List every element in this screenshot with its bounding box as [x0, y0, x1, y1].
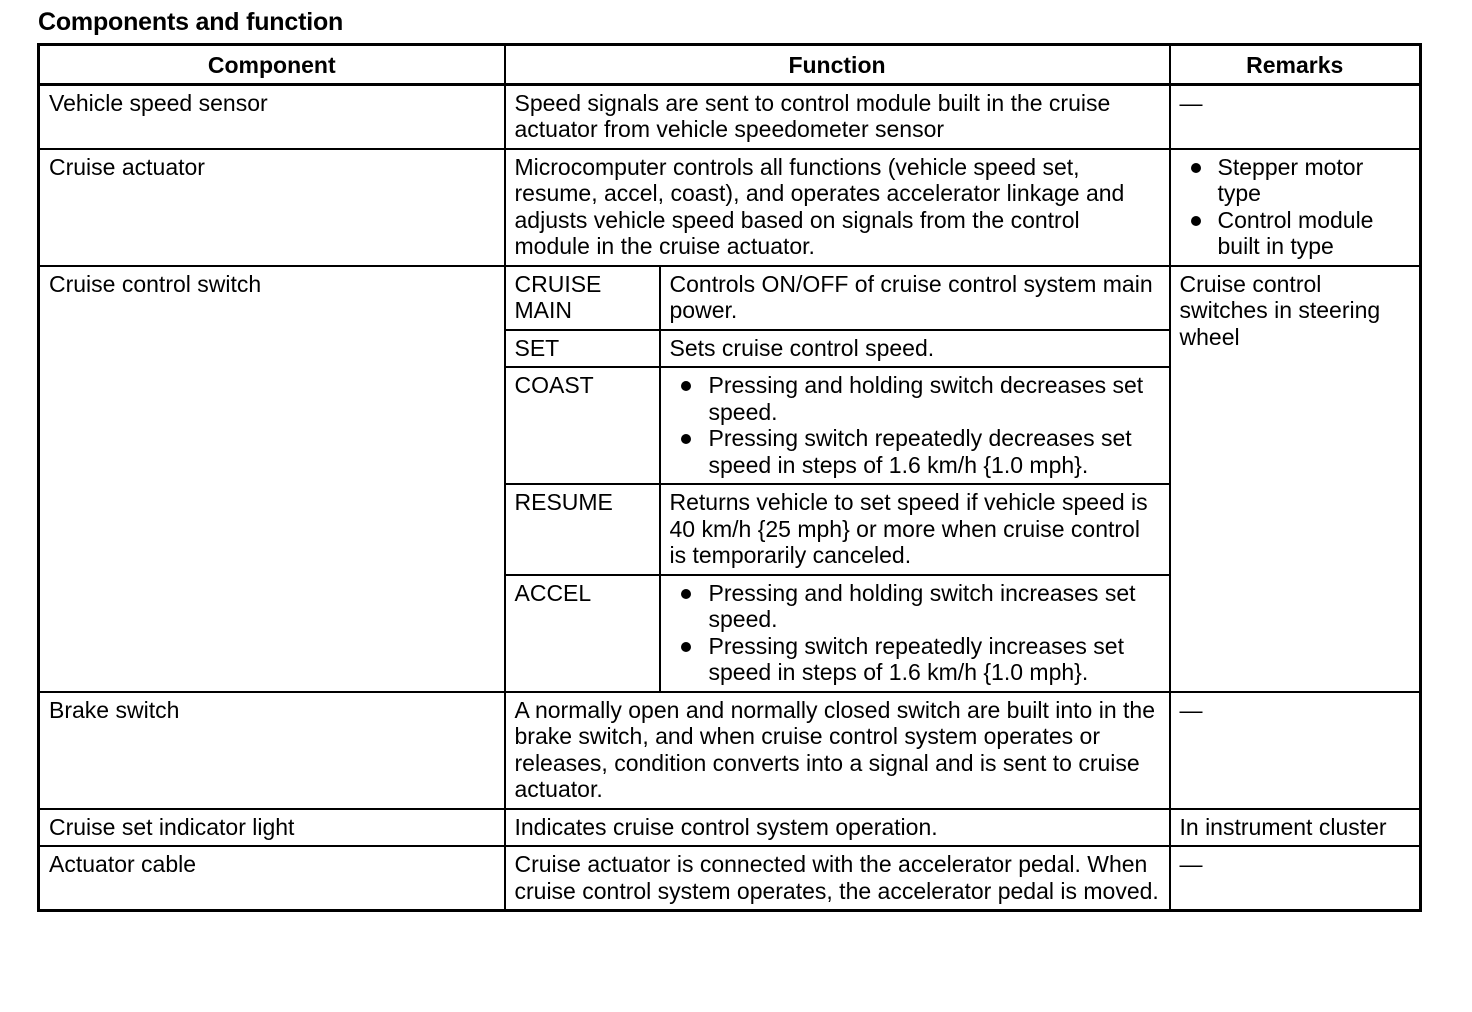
- component-cell: Cruise control switch: [39, 266, 505, 692]
- table-row: [39, 809, 1421, 847]
- components-table: [37, 43, 1422, 912]
- bullet-list: [670, 580, 1160, 686]
- table-row: [39, 84, 1421, 149]
- switch-name-cell: SET: [505, 330, 660, 368]
- bullet-item: Pressing switch repeatedly increases set speed in steps of 1.6 km/h {1.0 mph}.: [670, 633, 1160, 686]
- component-cell: Cruise set indicator light: [39, 809, 505, 847]
- remarks-bullet: Control module built in type: [1180, 207, 1411, 260]
- table-row: [39, 692, 1421, 809]
- remarks-cell: —: [1170, 84, 1421, 149]
- component-cell: Vehicle speed sensor: [39, 84, 505, 149]
- function-cell: Indicates cruise control system operation.: [505, 809, 1170, 847]
- header-row: [39, 45, 1421, 85]
- switch-desc-cell: [660, 575, 1170, 692]
- bullet-item: Pressing and holding switch decreases set speed.: [670, 372, 1160, 425]
- table-row: [39, 149, 1421, 266]
- remarks-list: [1180, 154, 1411, 260]
- component-cell: Actuator cable: [39, 846, 505, 911]
- switch-name-cell: RESUME: [505, 484, 660, 575]
- function-cell: Microcomputer controls all functions (vehicle speed set, resume, accel, coast), and operates accelerator linkage and adjusts vehicle speed based on signals from the control module in the cruise actuator.: [505, 149, 1170, 266]
- switch-desc-cell: Returns vehicle to set speed if vehicle speed is 40 km/h {25 mph} or more when cruise control is temporarily canceled.: [660, 484, 1170, 575]
- remarks-cell: In instrument cluster: [1170, 809, 1421, 847]
- switch-name-cell: COAST: [505, 367, 660, 484]
- component-cell: Cruise actuator: [39, 149, 505, 266]
- header-remarks: Remarks: [1170, 45, 1421, 85]
- function-cell: Speed signals are sent to control module built in the cruise actuator from vehicle speedometer sensor: [505, 84, 1170, 149]
- table-row: [39, 846, 1421, 911]
- bullet-list: [670, 372, 1160, 478]
- remarks-cell: Cruise control switches in steering wheel: [1170, 266, 1421, 692]
- switch-name-cell: CRUISE MAIN: [505, 266, 660, 330]
- remarks-bullet: Stepper motor type: [1180, 154, 1411, 207]
- bullet-item: Pressing and holding switch increases set speed.: [670, 580, 1160, 633]
- switch-desc-cell: Sets cruise control speed.: [660, 330, 1170, 368]
- header-function: Function: [505, 45, 1170, 85]
- table-row: [39, 266, 1421, 330]
- remarks-cell: —: [1170, 846, 1421, 911]
- component-cell: Brake switch: [39, 692, 505, 809]
- switch-desc-cell: Controls ON/OFF of cruise control system main power.: [660, 266, 1170, 330]
- remarks-cell: [1170, 149, 1421, 266]
- switch-name-cell: ACCEL: [505, 575, 660, 692]
- function-cell: Cruise actuator is connected with the accelerator pedal. When cruise control system operates, the accelerator pedal is moved.: [505, 846, 1170, 911]
- function-cell: A normally open and normally closed switch are built into in the brake switch, and when cruise control system operates or releases, condition converts into a signal and is sent to cruise actuator.: [505, 692, 1170, 809]
- bullet-item: Pressing switch repeatedly decreases set speed in steps of 1.6 km/h {1.0 mph}.: [670, 425, 1160, 478]
- page-title: Components and function: [38, 8, 344, 36]
- switch-desc-cell: [660, 367, 1170, 484]
- remarks-cell: —: [1170, 692, 1421, 809]
- header-component: Component: [39, 45, 505, 85]
